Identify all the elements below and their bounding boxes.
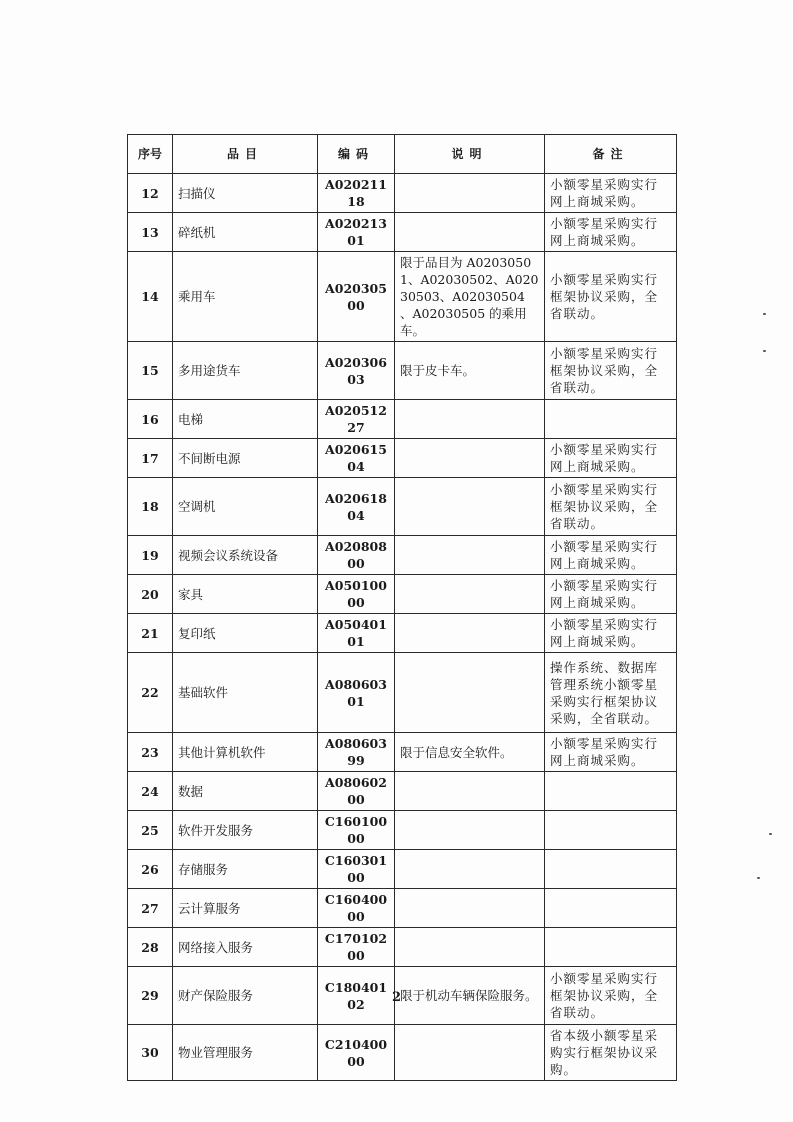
cell-code: A02030500	[318, 252, 395, 342]
cell-description	[395, 1025, 545, 1081]
table-row	[128, 850, 677, 889]
header-remarks: 备注	[545, 135, 677, 174]
cell-description: 限于皮卡车。	[395, 342, 545, 400]
cell-remarks: 小额零星采购实行网上商城采购。	[545, 733, 677, 772]
cell-serial-number: 15	[128, 342, 173, 400]
table-row	[128, 252, 677, 342]
cell-code: A08060301	[318, 653, 395, 733]
cell-code: A02030603	[318, 342, 395, 400]
cell-description	[395, 439, 545, 478]
table-row	[128, 400, 677, 439]
cell-item-name: 碎纸机	[173, 213, 318, 252]
cell-code: C16030100	[318, 850, 395, 889]
cell-code: A02021301	[318, 213, 395, 252]
cell-remarks: 小额零星采购实行框架协议采购，全省联动。	[545, 967, 677, 1025]
cell-description	[395, 478, 545, 536]
table-row	[128, 478, 677, 536]
table-row	[128, 733, 677, 772]
cell-remarks	[545, 811, 677, 850]
scan-speck	[757, 877, 760, 879]
cell-item-name: 复印纸	[173, 614, 318, 653]
cell-remarks	[545, 889, 677, 928]
cell-code: A08060399	[318, 733, 395, 772]
cell-description	[395, 928, 545, 967]
cell-description	[395, 653, 545, 733]
cell-remarks	[545, 772, 677, 811]
cell-item-name: 基础软件	[173, 653, 318, 733]
header-code: 编码	[318, 135, 395, 174]
cell-item-name: 数据	[173, 772, 318, 811]
cell-item-name: 物业管理服务	[173, 1025, 318, 1081]
cell-remarks: 小额零星采购实行网上商城采购。	[545, 575, 677, 614]
cell-code: A02061804	[318, 478, 395, 536]
cell-description	[395, 811, 545, 850]
cell-serial-number: 24	[128, 772, 173, 811]
table-row	[128, 536, 677, 575]
cell-serial-number: 18	[128, 478, 173, 536]
cell-code: A02061504	[318, 439, 395, 478]
cell-remarks	[545, 928, 677, 967]
page-number: 2	[391, 990, 402, 1005]
cell-item-name: 扫描仪	[173, 174, 318, 213]
cell-item-name: 乘用车	[173, 252, 318, 342]
cell-remarks: 小额零星采购实行框架协议采购，全省联动。	[545, 252, 677, 342]
cell-remarks	[545, 400, 677, 439]
cell-description	[395, 889, 545, 928]
cell-serial-number: 26	[128, 850, 173, 889]
table-body	[128, 174, 677, 1081]
table-row	[128, 889, 677, 928]
cell-serial-number: 30	[128, 1025, 173, 1081]
cell-code: A05040101	[318, 614, 395, 653]
cell-description: 限于品目为 A02030501、A02030502、A02030503、A02030504 、A02030505 的乘用车。	[395, 252, 545, 342]
scan-speck	[769, 833, 772, 835]
header-item-name: 品目	[173, 135, 318, 174]
cell-code: C18040102	[318, 967, 395, 1025]
cell-serial-number: 16	[128, 400, 173, 439]
table-row	[128, 928, 677, 967]
cell-remarks: 小额零星采购实行网上商城采购。	[545, 439, 677, 478]
procurement-catalog-table	[127, 134, 677, 1081]
cell-remarks: 小额零星采购实行框架协议采购，全省联动。	[545, 478, 677, 536]
table-row	[128, 772, 677, 811]
cell-serial-number: 14	[128, 252, 173, 342]
cell-description	[395, 850, 545, 889]
cell-remarks: 省本级小额零星采购实行框架协议采购。	[545, 1025, 677, 1081]
cell-code: A02051227	[318, 400, 395, 439]
cell-remarks: 小额零星采购实行网上商城采购。	[545, 213, 677, 252]
cell-description	[395, 400, 545, 439]
table-row	[128, 213, 677, 252]
table-row	[128, 342, 677, 400]
table-header-row	[128, 135, 677, 174]
cell-code: A02021118	[318, 174, 395, 213]
table-row	[128, 653, 677, 733]
table-row	[128, 811, 677, 850]
cell-serial-number: 20	[128, 575, 173, 614]
cell-remarks: 操作系统、数据库管理系统小额零星采购实行框架协议采购，全省联动。	[545, 653, 677, 733]
cell-item-name: 其他计算机软件	[173, 733, 318, 772]
table-row	[128, 174, 677, 213]
cell-code: A08060200	[318, 772, 395, 811]
header-description: 说明	[395, 135, 545, 174]
cell-serial-number: 28	[128, 928, 173, 967]
cell-code: C16040000	[318, 889, 395, 928]
cell-description: 限于机动车辆保险服务。	[395, 967, 545, 1025]
cell-serial-number: 12	[128, 174, 173, 213]
cell-serial-number: 19	[128, 536, 173, 575]
cell-item-name: 软件开发服务	[173, 811, 318, 850]
cell-item-name: 电梯	[173, 400, 318, 439]
cell-code: C16010000	[318, 811, 395, 850]
cell-item-name: 视频会议系统设备	[173, 536, 318, 575]
scan-speck	[763, 350, 766, 352]
cell-code: C21040000	[318, 1025, 395, 1081]
cell-serial-number: 17	[128, 439, 173, 478]
cell-remarks: 小额零星采购实行网上商城采购。	[545, 174, 677, 213]
cell-item-name: 多用途货车	[173, 342, 318, 400]
scan-speck	[763, 313, 766, 315]
cell-serial-number: 23	[128, 733, 173, 772]
cell-description	[395, 772, 545, 811]
cell-code: A05010000	[318, 575, 395, 614]
cell-serial-number: 27	[128, 889, 173, 928]
cell-code: C17010200	[318, 928, 395, 967]
cell-remarks	[545, 850, 677, 889]
header-serial-number: 序号	[128, 135, 173, 174]
cell-description	[395, 614, 545, 653]
cell-code: A02080800	[318, 536, 395, 575]
cell-description	[395, 575, 545, 614]
table-row	[128, 1025, 677, 1081]
cell-remarks: 小额零星采购实行网上商城采购。	[545, 536, 677, 575]
cell-description	[395, 536, 545, 575]
cell-item-name: 空调机	[173, 478, 318, 536]
cell-description: 限于信息安全软件。	[395, 733, 545, 772]
cell-item-name: 家具	[173, 575, 318, 614]
cell-remarks: 小额零星采购实行框架协议采购，全省联动。	[545, 342, 677, 400]
cell-item-name: 存储服务	[173, 850, 318, 889]
table-row	[128, 614, 677, 653]
cell-description	[395, 174, 545, 213]
cell-item-name: 财产保险服务	[173, 967, 318, 1025]
cell-serial-number: 21	[128, 614, 173, 653]
table-row	[128, 439, 677, 478]
cell-item-name: 云计算服务	[173, 889, 318, 928]
cell-remarks: 小额零星采购实行网上商城采购。	[545, 614, 677, 653]
cell-serial-number: 22	[128, 653, 173, 733]
table-row	[128, 575, 677, 614]
cell-description	[395, 213, 545, 252]
cell-serial-number: 25	[128, 811, 173, 850]
cell-serial-number: 13	[128, 213, 173, 252]
cell-item-name: 网络接入服务	[173, 928, 318, 967]
cell-serial-number: 29	[128, 967, 173, 1025]
cell-item-name: 不间断电源	[173, 439, 318, 478]
